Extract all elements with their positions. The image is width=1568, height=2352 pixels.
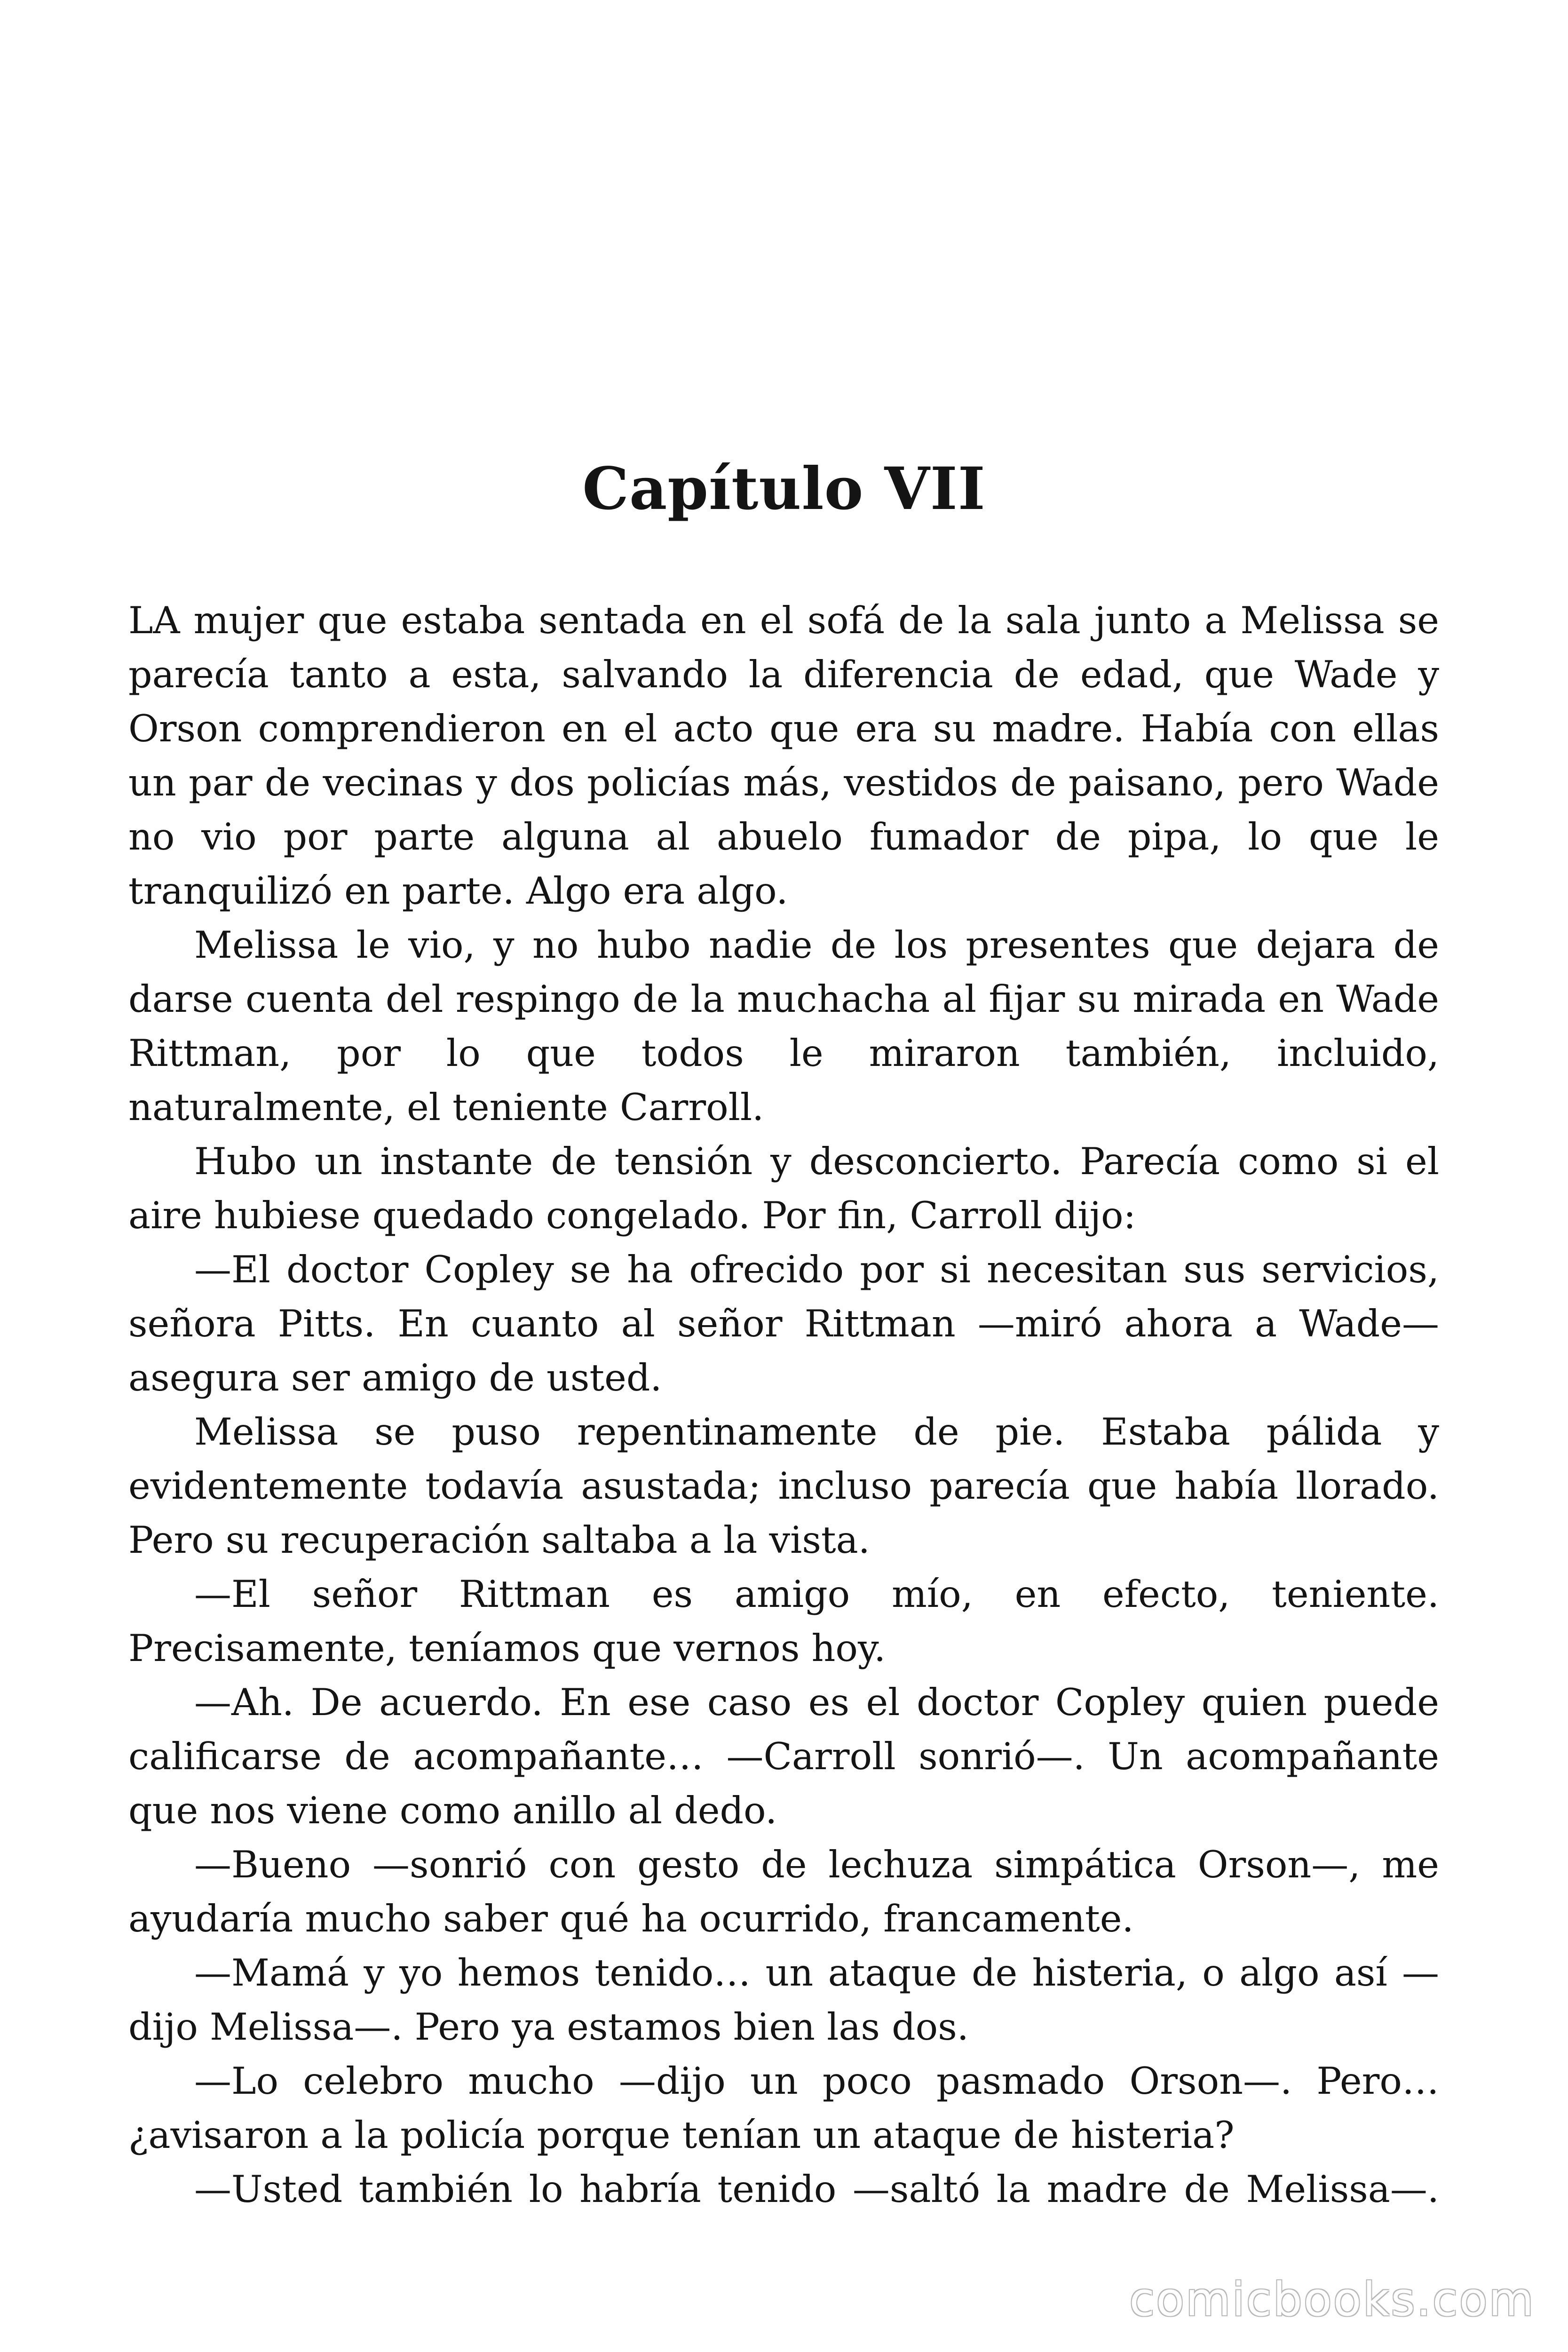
paragraph: —Usted también lo habría tenido —saltó la madre de Melissa—. [194,2168,1439,2211]
paragraph: Melissa se puso repentinamente de pie. Estaba pálida y evidentemente todavía asustada; incluso parecía que había llorado. Pero su recuperación saltaba a la vista. [128,1410,1439,1562]
paragraph: LA mujer que estaba sentada en el sofá de la sala junto a Melissa se parecía tanto a esta, salvando la diferencia de edad, que Wade y Orson comprendieron en el acto que era su madre. Había con ellas un par de vecinas y dos policías más, vestidos de paisano, pero Wade no vio por parte alguna al abuelo fumador de pipa, lo que le tranquilizó en parte. Algo era algo. [128,599,1439,913]
paragraph: —Ah. De acuerdo. En ese caso es el doctor Copley quien puede calificarse de acompañante… —Carroll sonrió—. Un acompañante que nos viene como anillo al dedo. [128,1681,1439,1832]
paragraph: —El señor Rittman es amigo mío, en efecto, teniente. Precisamente, teníamos que vernos hoy. [128,1573,1439,1670]
paragraph: —El doctor Copley se ha ofrecido por si necesitan sus servicios, señora Pitts. En cuanto al señor Rittman —miró ahora a Wade— asegura ser amigo de usted. [128,1248,1439,1399]
paragraph: —Bueno —sonrió con gesto de lechuza simpática Orson—, me ayudaría mucho saber qué ha ocurrido, francamente. [128,1843,1439,1940]
paragraph: Hubo un instante de tensión y desconcierto. Parecía como si el aire hubiese quedado congelado. Por fin, Carroll dijo: [128,1140,1439,1237]
chapter-body [128,594,1439,2217]
paragraph: —Mamá y yo hemos tenido… un ataque de histeria, o algo así —dijo Melissa—. Pero ya estamos bien las dos. [128,1951,1439,2049]
paragraph: Melissa le vio, y no hubo nadie de los presentes que dejara de darse cuenta del respingo de la muchacha al fijar su mirada en Wade Rittman, por lo que todos le miraron también, incluido, naturalmente, el teniente Carroll. [128,923,1439,1129]
paragraph: —Lo celebro mucho —dijo un poco pasmado Orson—. Pero… ¿avisaron a la policía porque tenían un ataque de histeria? [128,2059,1439,2157]
chapter-title: Capítulo VII [582,455,986,523]
watermark: comicbooks.com [1129,2273,1535,2327]
